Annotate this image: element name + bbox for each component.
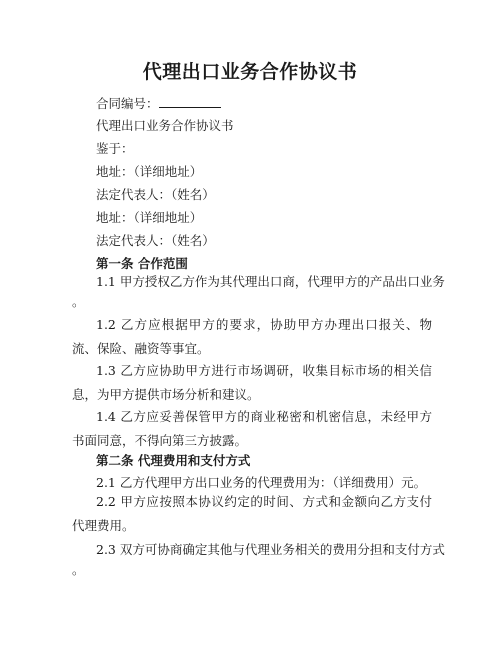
clause-1-3: 1.3 乙方应协助甲方进行市场调研，收集目标市场的相关信息，为甲方提供市场分析和建议。 [72, 363, 432, 402]
party-a-address: 地址：（详细地址） [96, 164, 203, 179]
article-1-heading: 第一条 合作范围 [96, 256, 188, 271]
clause-2-1: 2.1 乙方代理甲方出口业务的代理费用为：（详细费用）元。 [96, 475, 427, 490]
contract-number-blank [159, 94, 221, 108]
party-b-address: 地址：（详细地址） [96, 210, 203, 225]
party-b-representative: 法定代表人：（姓名） [96, 233, 215, 248]
contract-number-label: 合同编号： [96, 96, 159, 111]
whereas-label: 鉴于： [96, 141, 134, 156]
article-2-heading: 第二条 代理费用和支付方式 [96, 453, 251, 468]
clause-2-2: 2.2 甲方应按照本协议约定的时间、方式和金额向乙方支付代理费用。 [72, 494, 432, 533]
party-a-representative: 法定代表人：（姓名） [96, 187, 215, 202]
contract-number-line [96, 94, 221, 113]
clause-1-1: 1.1 甲方授权乙方作为其代理出口商，代理甲方的产品出口业务 [96, 274, 445, 289]
document-title: 代理出口业务合作协议书 [142, 61, 358, 83]
clause-1-1-tail: 。 [72, 294, 85, 309]
clause-1-2: 1.2 乙方应根据甲方的要求，协助甲方办理出口报关、物流、保险、融资等事宜。 [72, 317, 432, 356]
clause-2-3: 2.3 双方可协商确定其他与代理业务相关的费用分担和支付方式 [96, 542, 445, 557]
clause-1-4: 1.4 乙方应妥善保管甲方的商业秘密和机密信息，未经甲方书面同意，不得向第三方披露。 [72, 409, 432, 448]
clause-2-3-tail: 。 [72, 562, 85, 577]
document-subtitle: 代理出口业务合作协议书 [96, 118, 234, 133]
